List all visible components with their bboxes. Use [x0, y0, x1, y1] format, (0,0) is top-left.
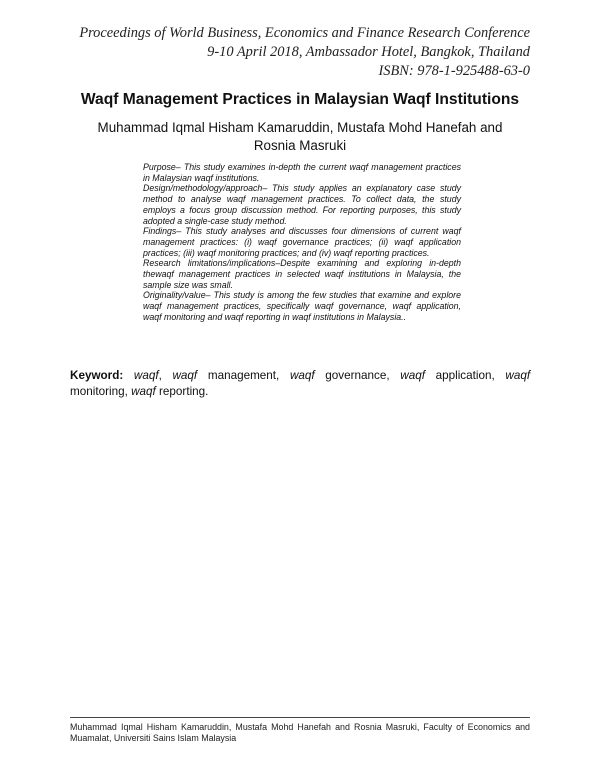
keyword-term: waqf: [289, 369, 315, 382]
author-list: [0, 119, 600, 155]
paper-title: Waqf Management Practices in Malaysian Waqf Institutions: [80, 91, 520, 108]
keyword-term: waqf: [172, 369, 198, 382]
conference-isbn: ISBN: 978-1-925488-63-0: [378, 63, 530, 79]
keywords: Keyword: waqf, waqf management, waqf governance, waqf application, waqf monitoring, waqf reporting.: [70, 369, 531, 398]
keyword-item: application,: [435, 369, 495, 382]
keyword-item: management,: [207, 369, 280, 382]
abstract-purpose: Purpose– This study examines in-depth the current waqf management practices in Malaysian waqf institutions.: [143, 162, 461, 183]
footnote-divider: [70, 717, 530, 718]
keyword-term: waqf: [133, 369, 159, 382]
keyword-term: waqf: [505, 369, 531, 382]
author-line-2: Rosnia Masruki: [253, 138, 347, 153]
keyword-term: waqf: [400, 369, 425, 382]
keyword-item: monitoring,: [70, 385, 128, 398]
abstract: [143, 162, 461, 323]
abstract-findings: Findings– This study analyses and discusses four dimensions of current waqf management practices: (i) waqf governance practices; (ii) waqf application practices; (iii) waqf monitoring practices; and (iv) waqf reporting practices.: [143, 226, 461, 258]
keyword-term: waqf: [131, 385, 156, 398]
abstract-limitations: Research limitations/implications–Despite examining and exploring in-depth thewaqf management practices in selected waqf institutions in Malaysia, the sample size was small.: [143, 258, 461, 290]
conference-name: Proceedings of World Business, Economics and Finance Research Conference: [79, 25, 530, 41]
author-line-1: Muhammad Iqmal Hisham Kamaruddin, Mustafa Mohd Hanefah and: [97, 120, 503, 135]
author-affiliation-footnote: Muhammad Iqmal Hisham Kamaruddin, Mustafa Mohd Hanefah and Rosnia Masruki, Faculty of Economics and Muamalat, Universiti Sains Islam Malaysia: [70, 722, 530, 743]
conference-header: [70, 24, 530, 81]
abstract-originality: Originality/value– This study is among the few studies that examine and explore waqf management practices, specifically waqf governance, waqf application, waqf monitoring and waqf reporting in waqf institutions in Malaysia..: [143, 290, 461, 322]
conference-date-venue: 9-10 April 2018, Ambassador Hotel, Bangkok, Thailand: [207, 44, 530, 60]
abstract-design: Design/methodology/approach– This study applies an explanatory case study method to analyse waqf management practices. To collect data, the study employs a focus group discussion method. For reporting purposes, this study adopted a single-case study method.: [143, 183, 461, 226]
keyword-item: governance,: [325, 369, 390, 382]
keywords-label: Keyword:: [70, 369, 124, 382]
keyword-item: reporting.: [159, 385, 209, 398]
